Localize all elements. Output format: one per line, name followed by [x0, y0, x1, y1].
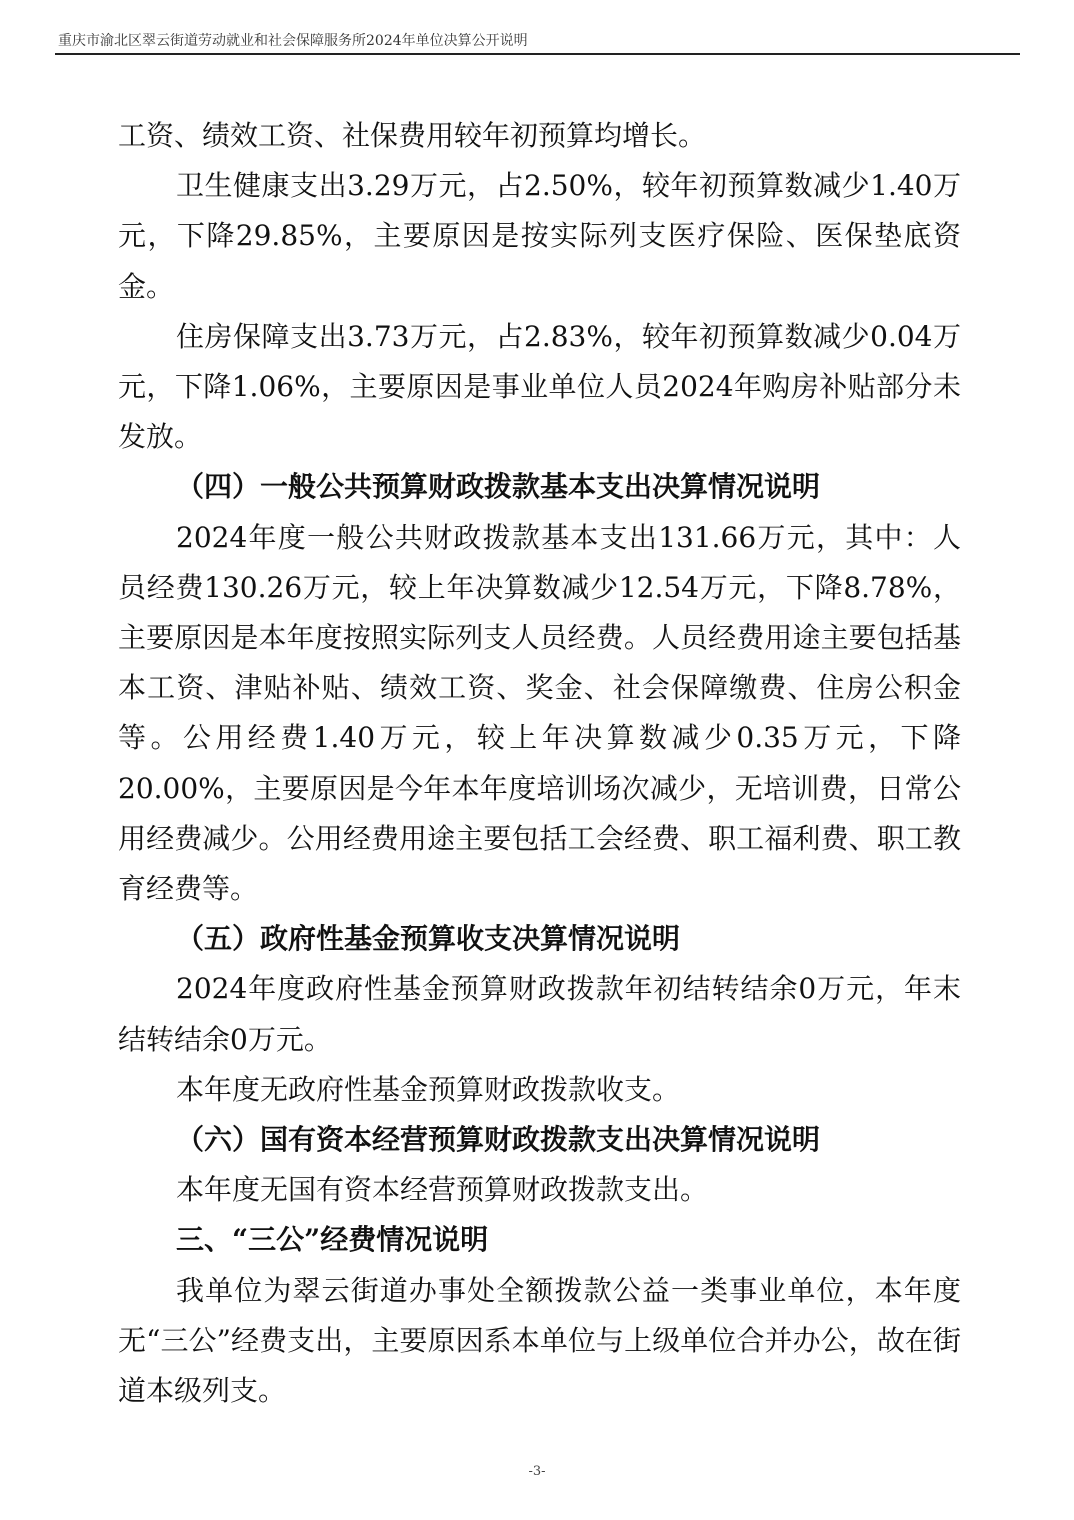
paragraph-health-expenditure: 卫生健康支出3.29万元，占2.50%，较年初预算数减少1.40万元，下降29.85%，主要原因是按实际列支医疗保险、医保垫底资金。 — [118, 169, 961, 303]
paragraph-housing-expenditure: 住房保障支出3.73万元，占2.83%，较年初预算数减少0.04万元，下降1.06%，主要原因是事业单位人员2024年购房补贴部分未发放。 — [118, 319, 961, 454]
paragraph-continuation: 工资、绩效工资、社保费用较年初预算均增长。 — [118, 119, 707, 152]
document-body — [118, 111, 961, 1416]
paragraph-no-state-capital: 本年度无国有资本经营预算财政拨款支出。 — [176, 1173, 709, 1207]
section-heading-6: （六）国有资本经营预算财政拨款支出决算情况说明 — [176, 1123, 821, 1157]
page-number: -3- — [528, 1464, 546, 1479]
section-heading-4: （四）一般公共预算财政拨款基本支出决算情况说明 — [176, 470, 821, 504]
paragraph-government-fund: 2024年度政府性基金预算财政拨款年初结转结余0万元，年末结转结余0万元。 — [118, 972, 961, 1056]
paragraph-three-public-expenses: 我单位为翠云街道办事处全额拨款公益一类事业单位，本年度无“三公”经费支出，主要原因系本单位与上级单位合并办公，故在街道本级列支。 — [118, 1273, 961, 1408]
section-heading-three-public: 三、“三公”经费情况说明 — [176, 1223, 489, 1257]
paragraph-no-government-fund: 本年度无政府性基金预算财政拨款收支。 — [176, 1072, 681, 1106]
document-header: 重庆市渝北区翠云街道劳动就业和社会保障服务所2024年单位决算公开说明 — [58, 33, 528, 49]
section-heading-5: （五）政府性基金预算收支决算情况说明 — [176, 922, 681, 956]
header-divider — [55, 53, 1020, 55]
paragraph-basic-expenditure: 2024年度一般公共财政拨款基本支出131.66万元，其中：人员经费130.26万元，较上年决算数减少12.54万元，下降8.78%，主要原因是本年度按照实际列支人员经费。人员经费用途主要包括基本工资、津贴补贴、绩效工资、奖金、社会保障缴费、住房公积金等。公用经费1.40万元，较上年决算数减少0.35万元，下降20.00%，主要原因是今年本年度培训场次减少，无培训费，日常公用经费减少。公用经费用途主要包括工会经费、职工福利费、职工教育经费等。 — [118, 520, 961, 906]
